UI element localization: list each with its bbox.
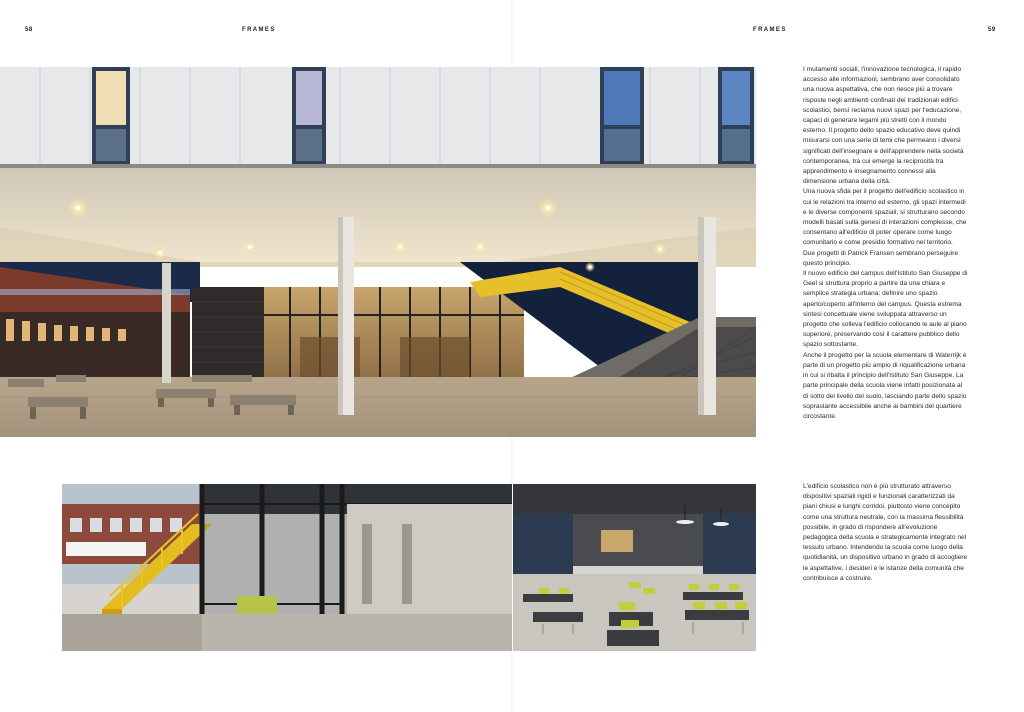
page-number-right: 59 xyxy=(988,27,996,33)
paragraph: Due progetti di Patrick Fransen sembrano perseguire questo principio. xyxy=(803,249,959,267)
photo-lounge-seating xyxy=(513,484,756,651)
article-text-column-2 xyxy=(803,482,968,584)
paragraph: Una nuova sfida per il progetto dell'edificio scolastico in cui le relazioni tra interno ed esterno, gli spazi intermedi e le diverse componenti spaziali, si strutturano secondo modelli basati sulla genesi di interazioni complesse, che consentano all'edificio di poter operare come luogo comunitario e come presidio formativo nel territorio. xyxy=(803,188,967,247)
lounge-seating-illustration xyxy=(513,484,756,651)
school-forecourt-illustration xyxy=(0,67,756,437)
paragraph: Anche il progetto per la scuola elementare di Waterrijk è parte di un progetto più ampio di riqualificazione urbana in cui si ribalta il principio dell'Istituto San Giuseppe. La parte principale della scuola viene infatti posizionata al di sotto del livello del suolo, lasciando parte dello spazio soprastante accessibile anche ai bambini del quartiere circostante. xyxy=(803,351,967,420)
running-title-right: FRAMES xyxy=(753,27,787,33)
paragraph: I mutamenti sociali, l'innovazione tecnologica, il rapido accesso alle informazioni, sembrano aver consolidato una nuova aspettativa, che non riesce più a trovare risposte negli ambienti confinati dei tradizionali edifici scolastici, bensì reclama nuovi spazi per l'educazione, capaci di generare legami più stretti con il mondo esterno. Il progetto dello spazio educativo deve quindi misurarsi con una serie di temi che permeano i diversi significati dell'insegnare e dell'apprendere nella società contemporanea, tra cui emerge la reciprocità tra apprendimento e insegnamento connessi alla dimensione urbana della città. xyxy=(803,66,964,186)
photo-school-forecourt xyxy=(0,67,756,437)
photo-interior-staircase xyxy=(62,484,512,651)
interior-staircase-illustration xyxy=(62,484,512,651)
paragraph: Il nuovo edificio del campus dell'Istituto San Giuseppe di Geel si struttura proprio a partire da una chiara e semplice strategia urbana: definire uno spazio aperto/coperto all'interno del campus. Questa estrema sintesi concettuale viene sviluppata attraverso un progetto che solleva l'edificio collocando le aule al piano superiore, preservando così il carattere pubblico dello spazio sottostante. xyxy=(803,270,968,349)
article-text-column-1 xyxy=(803,65,968,422)
running-title-left: FRAMES xyxy=(242,27,276,33)
page-number-left: 58 xyxy=(25,27,33,33)
paragraph: L'edificio scolastico non è più strutturato attraverso dispositivi spaziali rigidi e funzionali caratterizzati da piani chiusi e lunghi corridoi, piuttosto viene concepito come una struttura neutrale, con la massima flessibilità possibile, in grado di rispondere all'evoluzione pedagogica della scuola e strategicamente integrato nel tessuto urbano. Intendendo la scuola come luogo della quotidianità, un dispositivo urbano in grado di accogliere le aspettative, i desideri e le istanze della comunità che contribuisce a costruire. xyxy=(803,483,968,582)
